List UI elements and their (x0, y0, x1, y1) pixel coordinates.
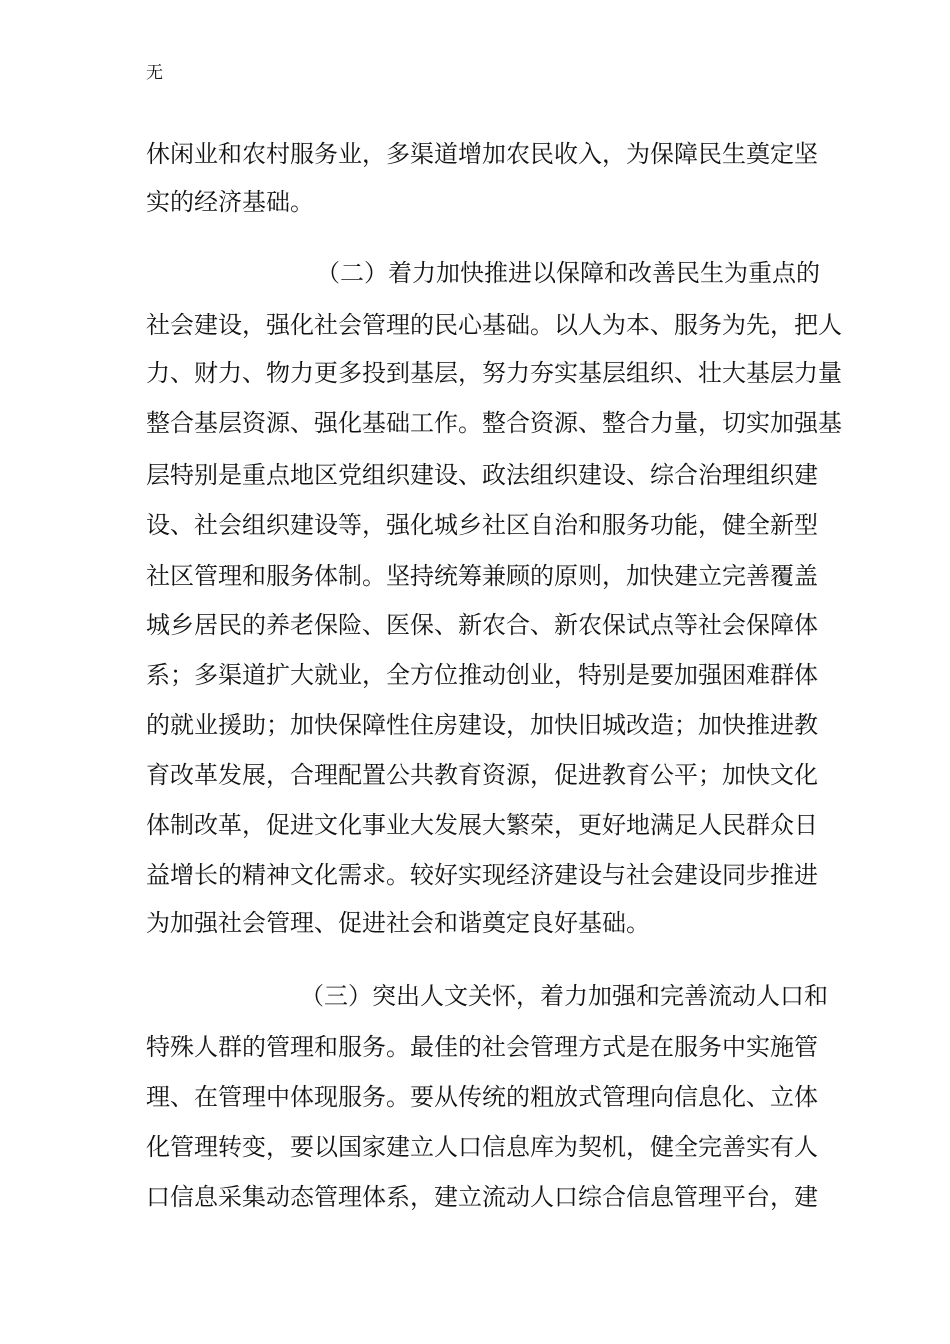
paragraph-1-line-1: 休闲业和农村服务业，多渠道增加农民收入，为保障民生奠定坚 (146, 140, 818, 168)
paragraph-2-line: 力、财力、物力更多投到基层，努力夯实基层组织、壮大基层力量 (146, 359, 842, 387)
paragraph-3-line: 特殊人群的管理和服务。最佳的社会管理方式是在服务中实施管 (146, 1033, 818, 1061)
paragraph-2-line: 益增长的精神文化需求。较好实现经济建设与社会建设同步推进 (146, 861, 818, 889)
paragraph-3-line: 化管理转变，要以国家建立人口信息库为契机，健全完善实有人 (146, 1133, 818, 1161)
paragraph-3-line: 理、在管理中体现服务。要从传统的粗放式管理向信息化、立体 (146, 1083, 818, 1111)
paragraph-2-line: 设、社会组织建设等，强化城乡社区自治和服务功能，健全新型 (146, 511, 818, 539)
paragraph-2-line: 育改革发展，合理配置公共教育资源，促进教育公平；加快文化 (146, 761, 818, 789)
paragraph-2-line: 的就业援助；加快保障性住房建设，加快旧城改造；加快推进教 (146, 711, 818, 739)
paragraph-2-line: 城乡居民的养老保险、医保、新农合、新农保试点等社会保障体 (146, 611, 818, 639)
paragraph-2-line: 系；多渠道扩大就业，全方位推动创业，特别是要加强困难群体 (146, 661, 818, 689)
paragraph-2-heading-line: （二）着力加快推进以保障和改善民生为重点的 (316, 259, 820, 287)
page-header: 无 (146, 63, 163, 83)
paragraph-2-line: 体制改革，促进文化事业大发展大繁荣，更好地满足人民群众日 (146, 811, 818, 839)
paragraph-2-line: 整合基层资源、强化基础工作。整合资源、整合力量，切实加强基 (146, 409, 842, 437)
paragraph-2-line: 社区管理和服务体制。坚持统筹兼顾的原则，加快建立完善覆盖 (146, 562, 818, 590)
paragraph-2-line: 层特别是重点地区党组织建设、政法组织建设、综合治理组织建 (146, 461, 818, 489)
paragraph-2-line: 社会建设，强化社会管理的民心基础。以人为本、服务为先，把人 (146, 311, 842, 339)
paragraph-3-line: 口信息采集动态管理体系，建立流动人口综合信息管理平台，建 (146, 1183, 818, 1211)
paragraph-2-line: 为加强社会管理、促进社会和谐奠定良好基础。 (146, 909, 650, 937)
paragraph-1-line-2: 实的经济基础。 (146, 188, 314, 216)
paragraph-3-heading-line: （三）突出人文关怀，着力加强和完善流动人口和 (300, 982, 828, 1010)
